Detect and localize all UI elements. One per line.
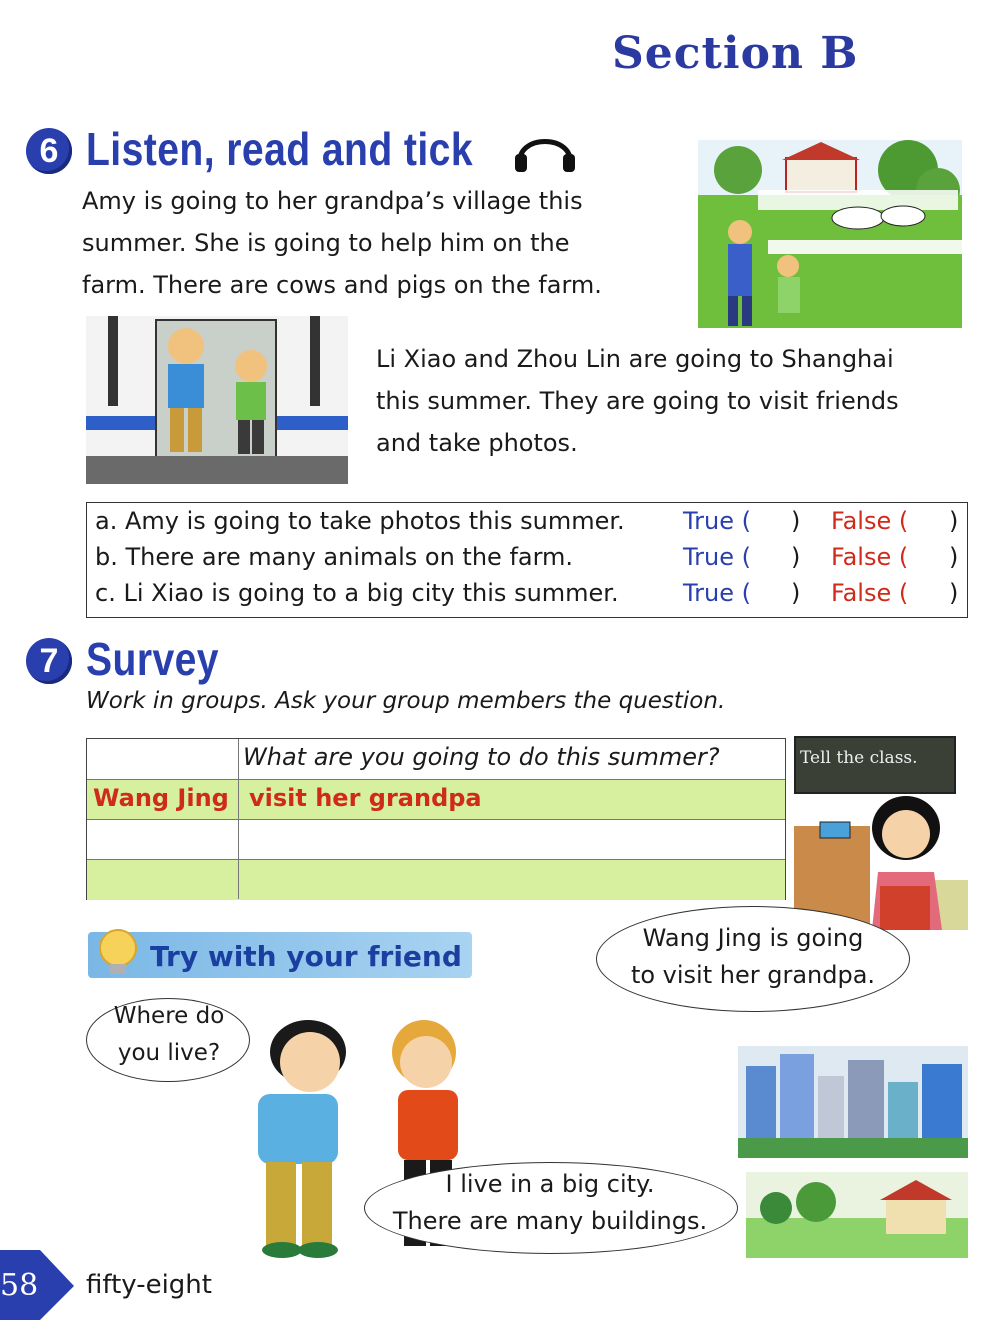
- li-xiao-paragraph: [376, 338, 976, 464]
- statement-b: b. There are many animals on the farm.: [95, 543, 574, 571]
- statement-a: a. Amy is going to take photos this summer.: [95, 507, 625, 535]
- false-a-close: ): [949, 507, 959, 535]
- board-text: Tell the class.: [800, 748, 918, 768]
- survey-name-cell[interactable]: Wang Jing: [93, 784, 229, 812]
- page-number: 58: [0, 1268, 39, 1303]
- try-with-your-friend-label: Try with your friend: [150, 940, 462, 973]
- li-xiao-paragraph-line: this summer. They are going to visit friends: [376, 387, 899, 415]
- friend-speech-line: I live in a big city.: [445, 1170, 655, 1198]
- false-c-close: ): [949, 579, 959, 607]
- friend-speech-text: [370, 1166, 730, 1240]
- page-number-word: fifty-eight: [86, 1270, 212, 1300]
- lightbulb-icon: [92, 926, 144, 980]
- activity-7-title: Survey: [86, 633, 219, 685]
- activity-6-title: Listen, read and tick: [86, 123, 474, 175]
- li-xiao-paragraph-line: Li Xiao and Zhou Lin are going to Shanghai: [376, 345, 894, 373]
- true-c-checkbox[interactable]: True (: [683, 579, 751, 607]
- boy-speech-line: Where do: [113, 1003, 225, 1029]
- survey-row-2: [87, 819, 785, 860]
- headphones-icon: [512, 124, 578, 174]
- section-title: Section B: [612, 28, 859, 79]
- false-b-checkbox[interactable]: False (: [831, 543, 909, 571]
- survey-question-header: What are you going to do this summer?: [243, 743, 720, 771]
- farm-illustration: [698, 140, 962, 328]
- amy-paragraph-line: Amy is going to her grandpa’s village this: [82, 187, 583, 215]
- train-illustration: [86, 316, 348, 484]
- city-illustration: [738, 1046, 968, 1158]
- survey-table: [86, 738, 786, 900]
- activity-7-number: 7: [26, 638, 72, 684]
- true-b-close: ): [791, 543, 801, 571]
- true-a-close: ): [791, 507, 801, 535]
- false-c-checkbox[interactable]: False (: [831, 579, 909, 607]
- survey-row-3: [87, 859, 785, 900]
- boy-speech-line: you live?: [117, 1040, 221, 1066]
- survey-column-divider: [238, 739, 239, 899]
- amy-paragraph: [82, 180, 682, 306]
- teacher-speech-line: to visit her grandpa.: [630, 961, 876, 989]
- statement-c: c. Li Xiao is going to a big city this summer.: [95, 579, 619, 607]
- false-a-checkbox[interactable]: False (: [831, 507, 909, 535]
- li-xiao-paragraph-line: and take photos.: [376, 429, 578, 457]
- true-a-checkbox[interactable]: True (: [683, 507, 751, 535]
- teacher-speech-text: [608, 920, 898, 994]
- survey-instruction: Work in groups. Ask your group members the question.: [86, 688, 726, 714]
- village-illustration: [746, 1172, 968, 1258]
- friend-speech-line: There are many buildings.: [392, 1207, 708, 1235]
- true-c-close: ): [791, 579, 801, 607]
- amy-paragraph-line: farm. There are cows and pigs on the farm.: [82, 271, 602, 299]
- activity-6-number: 6: [26, 128, 72, 174]
- boy-speech-text: [96, 998, 242, 1072]
- teacher-speech-line: Wang Jing is going: [642, 924, 864, 952]
- survey-answer-cell[interactable]: visit her grandpa: [249, 784, 482, 812]
- true-b-checkbox[interactable]: True (: [683, 543, 751, 571]
- amy-paragraph-line: summer. She is going to help him on the: [82, 229, 570, 257]
- true-false-table: [86, 502, 968, 618]
- false-b-close: ): [949, 543, 959, 571]
- presenter-girl-illustration: [794, 792, 968, 930]
